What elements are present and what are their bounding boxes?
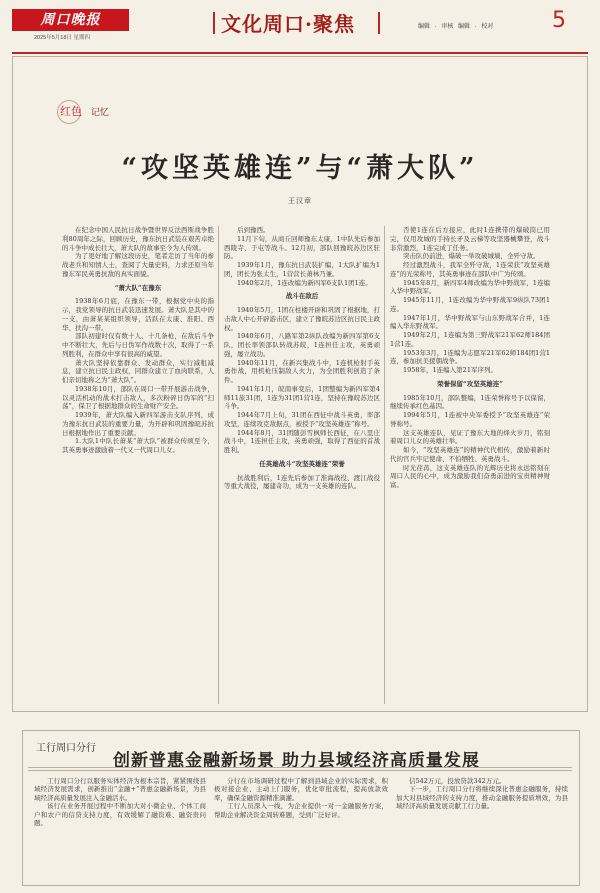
paragraph: 1939年，萧大队编入新四军游击支队序列，成为豫东抗日武装的重要力量，为开辟和巩固豫皖苏抗日根据地作出了重要贡献。 — [62, 411, 214, 437]
paragraph: 这支英雄连队，见证了豫东大地的烽火岁月，铭刻着周口儿女的英雄壮举。 — [390, 428, 550, 446]
paragraph: 1958年，1连编入第21军序列。 — [403, 366, 497, 374]
paragraph: 1941年1月，皖南事变后，1团整编为新四军第4师11旅31团，1连为31团1营1连，坚持在豫皖苏边区斗争。 — [224, 384, 380, 411]
tag-red-text: 红色 — [60, 105, 82, 118]
title-bar-left — [213, 12, 215, 34]
paragraph: 1.大队1中队长萧某“萧大队”被群众传颂至今，其英勇事迹激励着一代又一代周口儿女。 — [62, 437, 214, 454]
issue-date: 2025年5月18日 星期四 — [34, 35, 90, 41]
page-number: 5 — [552, 8, 566, 33]
paragraph: 1944年7月上旬，31团在西征中战斗英勇，率部攻坚，连续攻克敌据点，被授予“攻坚英雄连”称号。 — [224, 411, 380, 428]
bottom-column-3 — [396, 777, 568, 882]
article-headline: “攻坚英雄连”与“萧大队” — [121, 153, 479, 184]
paragraph: 在纪念中国人民抗日战争暨世界反法西斯战争胜利80周年之际，回顾历史，豫东抗日武装在艰苦卓绝的斗争中成长壮大，萧大队的故事至今为人传颂。 — [62, 226, 214, 252]
paragraph: 1985年10月，部队整编，1连荣誉称号予以保留，继续传承红色基因。 — [390, 393, 550, 411]
editors-line: 编辑 · 审核 编辑 · 校对 — [418, 24, 494, 30]
paragraph: 经过激烈战斗，我军全歼守敌，1连荣获“攻坚英雄连”的光荣称号，其英勇事迹在部队中广为传颂。 — [390, 261, 550, 278]
paragraph: 部队初建时仅有数十人、十几条枪，在敌后斗争中不断壮大，先后与日伪军作战数十次，取得了一系列胜利，在群众中享有很高的威望。 — [62, 332, 214, 358]
paragraph: 11月下旬，从商丘回师豫东太康，1中队先后参加西陵寺、于屯等战斗。12月初，部队回豫皖苏边区驻防。 — [224, 234, 380, 261]
paragraph: 如今，“攻坚英雄连”的精神代代相传，激励着新时代的官兵牢记使命、不怕牺牲、英勇战斗。 — [390, 446, 550, 463]
paragraph: 1938年6月底，在豫东一带，根据党中央的指示，我党领导的抗日武装迅速发展。萧大队是其中的一支，由萧某某组织领导，活跃在太康、淮阳、西华、扶沟一带。 — [62, 297, 214, 332]
header-rule — [12, 52, 588, 54]
paragraph: 1949年2月，1连编为第三野战军21军62师184团1营1连。 — [390, 331, 550, 348]
bottom-column-2 — [214, 777, 388, 882]
column-subheading: 任英雄战斗“攻坚英雄连”荣誉 — [259, 459, 345, 468]
paragraph: 后到豫西。 — [237, 226, 270, 234]
paragraph: 分行在市场调研过程中了解到县域企业的实际需求，积极对接企业、主动上门服务，优化审批流程，提高放款效率，确保金融资源精准滴灌。 — [214, 777, 388, 802]
section-title: 文化周口·聚焦 — [221, 12, 355, 36]
paragraph: 1940年6月，八路军第2纵队改编为新四军第6支队，团长率领部队转战苏皖，1连担任主攻，英勇顽强，屡立战功。 — [224, 332, 380, 358]
paragraph: 信542万元，投放贷款342万元。 — [409, 777, 506, 785]
paragraph: 突击队仍前进，爆破一举攻破城墙，全歼守敌。 — [403, 252, 540, 261]
paragraph: 1940年11月，在新兴集战斗中，1连机枪射手英勇作战，用机枪压制敌人火力，为全团胜利创造了条件。 — [224, 358, 380, 384]
paragraph: 1953年3月，1连编为志愿军21军62师184团1营1连，参加抗美援朝战争。 — [390, 348, 550, 366]
article-column-1 — [62, 226, 214, 704]
column-subheading: “萧大队”在豫东 — [114, 283, 162, 292]
bottom-article-headline: 创新普惠金融新场景 助力县域经济高质量发展 — [113, 751, 480, 771]
column-subheading: 荣誉保留“攻坚英雄连” — [437, 379, 503, 388]
paragraph: 1939年1月，豫东抗日武装扩编，1大队扩编为1团，团长为张太生，1营营长萧林乃兼。 — [224, 261, 380, 278]
column-subheading: 战斗在敌后 — [285, 292, 319, 301]
paragraph: 工行人员深入一线，为企业提供一对一金融服务方案，帮助企业解决资金周转难题，受到广泛好评。 — [214, 802, 388, 819]
paragraph: 下一步，工行周口分行将继续深化普惠金融服务，持续加大对县域经济的支持力度，推动金融服务提质增效，为县域经济高质量发展贡献工行力量。 — [396, 785, 568, 811]
column-divider — [384, 226, 385, 704]
tag-text: 记忆 — [90, 108, 109, 118]
paragraph: 1940年2月，1连改编为新四军6支队1团1连。 — [237, 278, 372, 287]
paragraph: 工行周口分行以服务实体经济为根本宗旨，紧紧围绕县域经济发展需求，创新推出“金融+”普惠金融新场景，为县域经济高质量发展注入金融活水。 — [34, 777, 206, 802]
paragraph: 1947年1月，华中野战军与山东野战军合并，1连编入华东野战军。 — [390, 313, 550, 331]
bottom-rule — [28, 767, 572, 768]
article-column-2 — [224, 226, 380, 704]
paragraph: 抗战胜利后，1连先后参加了淮海战役、渡江战役等重大战役，屡建奇功，成为一支英雄的连队。 — [224, 473, 380, 491]
paragraph: 1994年5月，1连被中央军委授予“攻坚英雄连”荣誉称号。 — [390, 411, 550, 428]
bottom-column-1 — [34, 777, 206, 882]
paragraph: 萧大队坚持依靠群众、发动群众，实行减租减息，建立抗日民主政权，同群众建立了血肉联系，人们亲切地称之为“萧大队”。 — [62, 358, 214, 384]
paragraph: 为了更好地了解这段历史，笔者走访了当年的参战老兵和知情人士，查阅了大量史料，力求还原当年豫东军民英勇抗敌的真实面貌。 — [62, 252, 214, 278]
bottom-article-label: 工行周口分行 — [36, 743, 96, 754]
bottom-rule — [28, 770, 572, 771]
paragraph: 1945年8月，新四军4师改编为华中野战军，1连编入华中野战军。 — [390, 278, 550, 296]
newspaper-logo: 周口晚报 — [12, 9, 129, 31]
title-bar-right — [378, 12, 380, 34]
paragraph: 该行在业务开展过程中不断加大对小微企业、个体工商户和农户的信贷支持力度，有效缓解了融资难、融资贵问题。 — [34, 802, 206, 828]
column-divider — [218, 226, 219, 704]
paragraph: 1945年11月，1连改编为华中野战军9纵队73团1连。 — [390, 296, 550, 313]
article-byline: 王汉章 — [288, 197, 312, 205]
masthead — [0, 0, 600, 44]
paragraph: 1940年5月，1团在柱楼开辟和巩固了根据地，打击敌人中心开辟游击区，建立了豫皖苏边区抗日民主政权。 — [224, 306, 380, 332]
article-column-3 — [390, 226, 550, 704]
paragraph: 否使1连在后方接应，此时1连携带的爆破筒已用完，仅用攻城的手持长矛及云梯等攻坚器械攀登，战斗非常激烈，1连完成了任务。 — [390, 226, 550, 252]
paragraph: 1944年8月，31团随彭雪枫师长西征，在八里庄战斗中，1连担任主攻，英勇顽强，取得了西征的首战胜利。 — [224, 428, 380, 454]
paragraph: 1938年10月，部队在周口一带开展游击战争，以灵活机动的战术打击敌人，多次粉碎日伪军的“扫荡”，保卫了根据地群众的生命财产安全。 — [62, 384, 214, 411]
paragraph: 时光荏苒，这支英雄连队的光辉历史将永远铭刻在周口人民的心中，成为激励我们奋勇前进的宝贵精神财富。 — [390, 463, 550, 489]
column-tag — [60, 103, 109, 119]
